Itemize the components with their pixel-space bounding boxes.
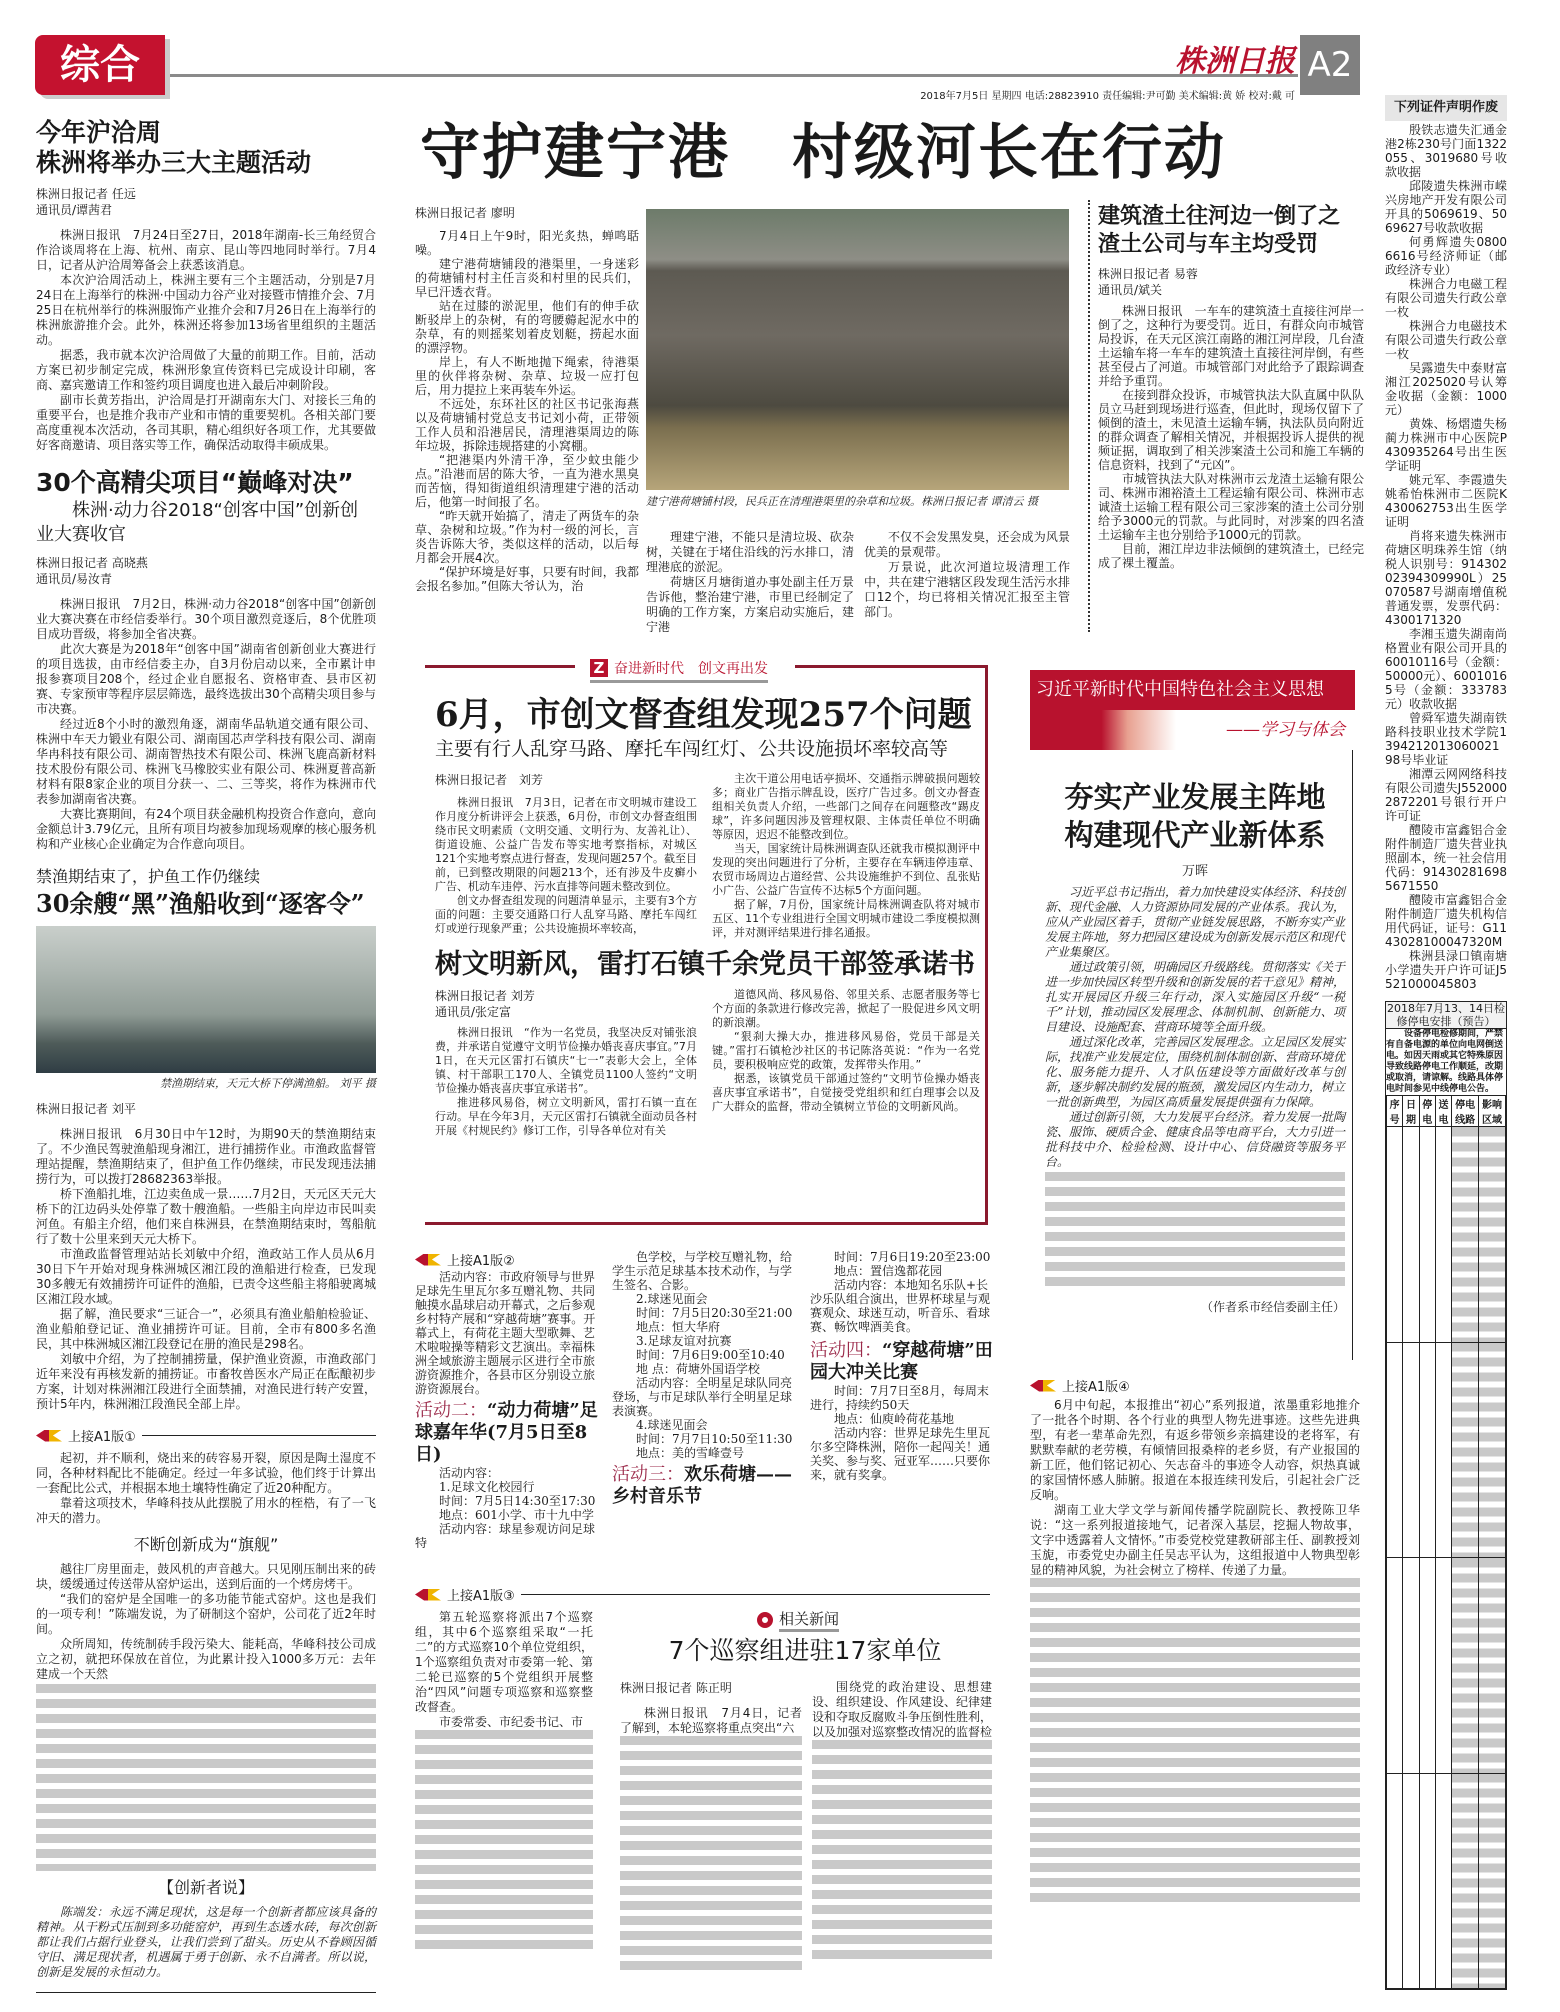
paragraph: 据了解，7月份，国家统计局株洲调查队将对城市五区、11个专业组进行全国文明城市建设二季度模拟测评，并对测评结果进行排名通报。 [712,898,980,939]
detail-line: 地点：置信逸都花园 [834,1264,943,1278]
detail-line: 时间：7月6日9:00至10:40 [636,1348,785,1362]
header-rule [170,74,1298,77]
outage-table-wrap [1386,1095,1506,1989]
frame-top-left [425,665,575,668]
subheadline: 株洲·动力谷2018“创客中国”创新创业大赛收官 [36,500,359,545]
paragraph: 大赛比赛期间，有24个项目获金融机构投资合作意向，意向金额总计3.79亿元，且所有项目均被参加现场观摩的核心服务机构和产业核心企业确定为合作意向项目。 [36,807,376,851]
activity-text: 活动内容：市政府领导与世界足球先生里瓦尔多互赠礼物、共同触摸水晶球启动开幕式，之后参观乡村特产展和“穿越荷塘”赛事。开幕式上，有荷花主题大型歌舞、艺术啦啦操等精彩文艺演出。幸福株洲全域旅游主题展示区进行全市旅游资源推介，各县市区分别设立旅游资源展台。 [415,1270,596,1396]
byline: 株洲日报记者 廖明 [415,206,515,220]
article-industry-system [1045,778,1345,1315]
paragraph: 桥下渔船扎堆，江边卖鱼成一景……7月2日，天元区天元大桥下的江边码头处停靠了数十艘渔船。一些船主向岸边市民叫卖河鱼。有船主介绍，他们来自株洲县，在禁渔期结束时，驾船航行了数十公里来到天元大桥下。 [36,1187,376,1246]
activity-details [415,1466,603,1550]
banner-subtitle: ——学习与体会 [1226,720,1345,740]
paragraph: 众所周知，传统制砖手段污染大、能耗高，华峰科技公司成立之初，就把环保放在首位，为此累计投入1000多万元：去年建成一个天然 [36,1637,376,1681]
detail-line: 地点：仙庾岭荷花基地 [834,1412,955,1426]
detail-line: 时间：7月7日10:50至11:30 [636,1432,793,1446]
article-body [36,1562,376,1682]
detail-line: 活动内容：世界足球先生里瓦尔多空降株洲，陪你一起闯关！通关奖、参与奖、冠亚军……只要你来，就有奖拿。 [810,1426,991,1482]
article-civilization-inspection [435,694,980,762]
detail-line: 时间：7月5日20:30至21:00 [636,1306,793,1320]
activity-two-title [415,1400,603,1466]
photo-fishing-boats [36,926,376,1073]
text-lines [1045,1172,1345,1292]
activity-three-title [612,1464,802,1508]
paragraph: 株洲合力电磁技术有限公司遗失行政公章一枚 [1385,319,1507,361]
col-header: 停电线路 [1452,1096,1479,1127]
byline: 株洲日报记者 陈正明 [620,1681,732,1695]
inspection-col1 [435,772,697,940]
leidashi-columns [435,988,980,1138]
notice-title: 下列证件声明作废 [1385,95,1507,121]
article-body [1098,304,1364,570]
paragraph: 荷塘区月塘街道办事处副主任万景告诉他，整治建宁港，市里已经制定了明确的工作方案，方案启动实施后，建宁港 [646,575,854,634]
paragraph: 何勇辉遗失08006616号经济师证（邮政经济专业） [1385,235,1507,277]
paragraph: 不远处，东环社区的社区书记张海燕以及荷塘铺村党总支书记刘小荷，正带领工作人员和沿港居民，清理港渠周边的陈年垃圾，拆除违规搭建的小窝棚。 [415,397,639,453]
innovator-quote: 陈端发：永远不满足现状，这是每一个创新者都应该具备的精神。从干粉式压制到多功能窑炉，再到生态透水砖，每次创新都让我们占据行业登头，让我们尝到了甜头。历史从不眷顾因循守旧、满足现状者，机遇属于勇于创新、永不自满者。所以说，创新是发展的永恒动力。 [36,1905,376,1979]
detail-line: 活动内容： [439,1466,500,1480]
article-body [36,1127,376,1412]
byline: 株洲日报记者 易蓉 通讯员/斌关 [1098,267,1198,297]
article-body [415,1610,593,1730]
lead-article-col1 [415,205,639,593]
text-lines [620,1736,802,1976]
lead-article-col3 [864,530,1070,620]
continued-label [415,1250,605,1269]
article-innovation-contest [36,467,376,852]
outage-row [1387,1558,1506,1774]
continued-label [36,1426,376,1445]
left-column [36,118,376,1993]
leidashi-col2 [712,988,980,1138]
paragraph: 站在过膝的淤泥里，他们有的伸手砍断驳岸上的杂树，有的弯腰薅起泥水中的杂草，有的则摇桨划着皮划艇，捞起水面的漂浮物。 [415,299,639,355]
paragraph: 道德风尚、移风易俗、邻里关系、志愿者服务等七个方面的条款进行修改完善，掀起了一股促进乡风文明的新浪潮。 [712,988,980,1029]
paragraph: 醴陵市富鑫铝合金附件制造厂遗失营业执照副本，统一社会信用代码：91430281698567155​0 [1385,823,1507,893]
activities-col3 [810,1250,1000,1482]
paragraph: 本次沪洽周活动上，株洲主要有三个主题活动，分别是7月24日在上海举行的株洲·中国动力谷产业对接暨市情推介会、7月25日在杭州举行的株洲服饰产业推介会和7月26日在上海举行的株洲旅游推介会。此外，株洲还将参加13场省里组织的主题活动。 [36,273,376,347]
headline: 6月，市创文督查组发现257个问题 [435,695,972,735]
paragraph: 副市长黄芳指出，沪洽周是打开湖南东大门、对接长三角的重要平台，也是推介我市产业和市情的重要契机。各相关部门要高度重视本次活动，各司其职，精心组织好各项工作，尤其要做好客商邀请、项目落实等工作，确保活动取得丰硕成果。 [36,393,376,452]
paragraph: 主次干道公用电话亭损坏、交通指示牌破损问题较多；商业广告指示牌乱设，医疗广告过多。创文办督查组相关负责人介绍，一些部门之间存在问题整改“踢皮球”，许多问题因涉及管理权限、主体责任单位不明确等原因，迟迟不能整改到位。 [712,772,980,841]
paragraph: 通过创新引领，大力发展平台经济。着力发展一批陶瓷、服饰、硬质合金、健康食品等电商平台，大力引进一批科技中介、检验检测、设计中心、信贷融资等服务平台。 [1045,1110,1346,1169]
byline: 株洲日报记者 刘芳 [435,773,544,787]
paragraph: 殷铁志遗失汇通金港2栋230号门面1322055、3019680号收款收据 [1385,123,1507,179]
col-header: 序号 [1387,1096,1403,1127]
article-body [36,1451,376,1526]
paragraph: 湘潭云网网络科技有限公司遗失J5520002872201号银行开户许可证 [1385,767,1507,823]
paragraph: 李湘玉遗失湖南尚格置业有限公司开具的60010116号（金额：50000元）、60010165号（金额：333783元）收款收据 [1385,627,1507,711]
author: 万晖 [1181,864,1208,879]
civilization-section-flow [435,694,980,1138]
text-lines [415,1730,593,1950]
activity-number: 活动四： [810,1340,882,1361]
paragraph: “保护环境是好事，只要有时间，我都会报名参加。”但陈大爷认为，治 [415,565,639,593]
headline: 夯实产业发展主阵地 构建现代产业新体系 [1064,780,1326,852]
paragraph: 目前，湘江岸边非法倾倒的建筑渣土，已经完成了裸土覆盖。 [1098,542,1364,570]
paragraph: 起初，并不顺利，烧出来的砖容易开裂，原因是陶土湿度不同，各种材料配比不能确定。经过一年多试验，他们终于计算出一套配比公式，并根据本地土壤特性确定了近20种配方。 [36,1451,376,1495]
paragraph: 株洲日报讯 “作为一名党员，我坚决反对铺张浪费，并承诺自觉遵守文明节俭操办婚丧喜庆事宜。”7月1日，在天元区雷打石镇庆“七一”表彰大会上，全体镇、村干部职工170人、全镇党员1100人签约“文明节俭操办婚丧喜庆事宜承诺书”。 [435,1026,697,1095]
article-hu-qia-week [36,118,376,453]
col-header: 影响区域 [1479,1096,1506,1127]
paragraph: 刘敏中介绍，为了控制捕捞量，保护渔业资源，市渔政部门近年来没有再核发新的捕捞证。市畜牧兽医水产局正在酝酿初步方案，计划对株洲湘江段进行全面禁捕，对渔民进行转产安置，预计5年内，株洲湘江段渔民全部上岸。 [36,1352,376,1411]
paragraph: “昨天就开始搞了，清走了两货车的杂草、杂树和垃圾。”作为村一级的河长，言炎告诉陈大爷，类似这样的活动，以后每月都会开展4次。 [415,509,639,565]
paragraph: 据了解，渔民要求“三证合一”，必须具有渔业船舶检验证、渔业船舶登记证、渔业捕捞许可证。目前，全市有800多名渔民，其中株洲城区湘江段登记在册的渔民是298名。 [36,1307,376,1351]
banner-title: 习近平新时代中国特色社会主义思想 [1036,679,1324,700]
outage-title: 2018年7月13、14日检修停电安排（预告） [1387,1002,1505,1028]
detail-line: 3.足球友谊对抗赛 [636,1334,732,1348]
text-lines [812,1740,992,1965]
activity-number: 活动三： [612,1464,684,1485]
paragraph: 6月中旬起，本报推出“初心”系列报道，浓墨重彩地推介了一批各个时期、各个行业的典型人物先进事迹。这些先进典型，有老一辈革命先烈，有返乡带领乡亲搞建设的老将军，有默默奉献的老劳模，有倾情回报桑梓的老乡贤，有产业报国的新工匠，他们铭记初心、矢志奋斗的事迹令人动容，炽热真诚的家国情怀感人肺腑。报道在本报连续刊发后，引起社会广泛反响。 [1030,1398,1360,1502]
paragraph: 不仅不会发黑发臭，还会成为风景优美的景观带。 [864,530,1070,559]
paragraph: 株洲日报讯 7月3日，记者在市文明城市建设工作月度分析讲评会上获悉，6月份，市创文办督查组围绕市民文明素质（文明交通、文明行为、友善礼让）、街道设施、公益广告发布等实地考察指标，对城区121个实地考察点进行督查，发现问题257个。截至目前，已到整改期限的问题213个，还有涉及牛皮癣小广告、机动车违停、污水直排等问题未整改到位。 [435,796,697,893]
paragraph: 习近平总书记指出，着力加快建设实体经济、科技创新、现代金融、人力资源协同发展的产业体系。我认为，应从产业园区着手，贯彻产业链发展思路，不断夯实产业发展主阵地，努力把园区建设成为创新发展示范区和现代产业集聚区。 [1045,885,1346,959]
continued-arrow-icon [36,1430,62,1442]
detail-line: 地点：美的雪峰壹号 [636,1446,745,1460]
photo-caption: 建宁港荷塘铺村段，民兵正在清理港渠里的杂草和垃圾。株洲日报记者 谭清云 摄 [646,495,1038,508]
patrol-col1 [415,1610,593,1950]
paragraph: 株洲日报讯 6月30日中午12时，为期90天的禁渔期结束了。不少渔民驾驶渔船现身湘江，进行捕捞作业。市渔政监督管理站提醒，禁渔期结束了，但护鱼工作仍继续，市民发现违法捕捞行为，可以拨打28682363举报。 [36,1127,376,1186]
article-fishing-ban-body [36,1101,376,1412]
paragraph: 黄姝、杨熠遗失杨蔺力株洲市中心医院P430935264号出生医学证明 [1385,417,1507,473]
paragraph: 市委常委、市纪委书记、市 [439,1715,584,1729]
paragraph: 湖南工业大学文学与新闻传播学院副院长、教授陈卫华说：“这一系列报道接地气，记者深入基层，挖掘人物故事，文字中透露着人文情怀。”市委党校党建教研部主任、副教授刘玉旎，市委党史办副主任吴志平认为，这组报道中人物典型彰显的精神风貌，为社会树立了榜样、传递了力量。 [1030,1503,1360,1577]
inspection-columns [435,772,980,940]
detail-line: 地 点：荷塘外国语学校 [636,1362,760,1376]
text-lines [36,1684,376,1871]
article-body [435,796,697,936]
photo-caption: 禁渔期结束，天元大桥下停满渔船。 刘平 摄 [160,1077,376,1090]
col-header: 送电 [1435,1096,1451,1127]
detail-line: 色学校，与学校互赠礼物，给学生示范足球基本技术动作，与学生签名、合影。 [612,1250,793,1292]
detail-line: 活动内容：全明星足球队同亮登场，与市足球队举行全明星足球表演赛。 [612,1376,793,1418]
byline: 株洲日报记者 刘芳 通讯员/张定富 [435,989,535,1019]
detail-line: 时间：7月5日14:30至17:30 [439,1494,596,1508]
activity-number: 活动二： [415,1400,487,1421]
lead-article-col2 [646,530,854,635]
paragraph: 吴露遗失中泰财富湘江2025020号认筹金收据（金额：1000元） [1385,361,1507,417]
sidebar [1385,95,1507,1990]
related-news-label [757,1608,839,1632]
article-body [36,597,376,852]
article-body [415,229,639,593]
paragraph: 醴陵市富鑫铝合金附件制造厂遗失机构信用代码证，证号：G1143028100047320M [1385,893,1507,949]
divider [521,1594,990,1595]
article-body [435,1026,697,1138]
headline: 建筑渣土往河边一倒了之 渣土公司与车主均受罚 [1098,203,1341,257]
headline-leidashi: 树文明新风，雷打石镇千余党员干部签承诺书 [435,949,975,980]
paragraph: “狠刹大操大办，推进移风易俗，党员干部是关键。”雷打石镇枪沙社区的书记陈洛英说：“作为一名党员，要积极响应党的政策，发挥带头作用。” [712,1030,980,1071]
byline: 株洲日报记者 任远 通讯员/谭茜君 [36,187,136,217]
text-lines [1030,1578,1360,1908]
paragraph: 7月4日上午9时，阳光炙热，蝉鸣聒噪。 [415,229,639,257]
paragraph: 株洲日报讯 7月24日至27日，2018年湖南-长三角经贸合作洽谈周将在上海、杭州、南京、昆山等四地同时举行。7月4日，记者从沪洽周筹备会上获悉该消息。 [36,228,376,272]
paragraph: 肖将来遗失株洲市荷塘区明珠养生馆（纳税人识别号：91430202394309990L）25070587号湖南增值税普通发票，发票代码：4300171320 [1385,529,1507,627]
article-body [36,228,376,453]
lead-headline: 守护建宁港 村级河长在行动 [420,118,1226,188]
continued-label [1030,1376,1360,1395]
headline: 今年沪洽周 株洲将举办三大主题活动 [36,118,312,177]
related-news-text: 相关新闻 [779,1608,839,1632]
paragraph: 围绕党的政治建设、思想建设、组织建设、作风建设、纪律建设和夺取反腐败斗争压倒性胜利，以及加强对巡察整改情况的监督检 [812,1680,993,1739]
paragraph: 推进移风易俗，树立文明新风，雷打石镇一直在行动。早在今年3月，天元区雷打石镇就全面动员各村开展《村规民约》修订工作，引导各单位对有关 [435,1096,697,1137]
patrol-headline: 7个巡察组进驻17家单位 [668,1636,942,1665]
paragraph: 邱陵遗失株洲市嵘兴房地产开发有限公司开具的5069619、5069627号收款收据 [1385,179,1507,235]
detail-line: 时间：7月6日19:20至23:00 [834,1250,991,1264]
divider [36,1992,376,1993]
outage-intro: 设备停电检修期间，严禁有自备电源的单位向电网倒送电。如因天雨或其它特殊原因导致线路停电工作顺延，改期或取消，请谅解。线路具体停电时间参见中线停电公告。 [1386,1029,1504,1094]
continued-text: 上接A1版③ [447,1589,515,1604]
paragraph: 岸上，有人不断地抛下绳索，待港渠里的伙伴将杂树、杂草、垃圾一应打包后，用力提拉上来再装车外运。 [415,355,639,397]
outage-row [1387,1773,1506,1989]
outage-row [1387,1127,1506,1343]
paragraph: 建宁港荷塘铺段的港渠里，一身迷彩的荷塘铺村村主任言炎和村里的民兵们，早已汗透衣背。 [415,257,639,299]
detail-line: 活动内容：球星参观访问足球特 [415,1522,596,1550]
detail-line: 活动内容：本地知名乐队+长沙乐队组合演出，世界杯球星与观赛观众、球迷互动，听音乐、看球赛、畅饮啤酒美食。 [810,1278,991,1334]
article-body [1030,1398,1360,1578]
paragraph: 株洲日报讯 一车车的建筑渣土直接往河岸一倒了之，这种行为要受罚。近日，有群众向市城管局投诉，在天元区滨江南路的湘江河岸段，几台渣土运输车将一车车的建筑渣土直接往河岸倒，有些甚至侵占了河道。市城管部门对此给予了跟踪调查并给予重罚。 [1098,304,1364,388]
banner-text: 奋进新时代 创文再出发 [614,661,768,677]
detail-line: 2.球迷见面会 [636,1292,708,1306]
article-body [812,1680,992,1740]
paragraph: 理建宁港，不能只是清垃圾、砍杂树，关键在于堵住沿线的污水排口，清理港底的淤泥。 [646,530,854,574]
section-banner [590,658,768,683]
frame-top-right [795,665,988,668]
divider [142,1435,376,1436]
paragraph: 创文办督查组发现的问题清单显示，主要有3个方面的问题：主要交通路口行人乱穿马路、摩托车闯红灯或逆行现象严重；公共设施损坏率较高， [435,894,697,935]
paragraph: 此次大赛是为2018年“创客中国”湖南省创新创业大赛进行的项目选拔，由市经信委主办，自3月份启动以来，全市累计申报参赛项目208个，经过企业自愿报名、资格审查、县市区初赛、专家预审等程序层层筛选，最终选拔出30个高精尖项目参与市决赛。 [36,642,376,716]
dateline: 2018年7月5日 星期四 电话:28823910 责任编辑:尹可勤 美术编辑:黄 娇 校对:戴 可 [920,91,1295,102]
continued-arrow-icon [415,1589,441,1601]
outage-table [1386,1095,1506,1989]
detail-line: 4.球迷见面会 [636,1418,708,1432]
outage-row [1387,1342,1506,1558]
continued-arrow-icon [415,1254,441,1266]
activity-four-title [810,1340,1000,1384]
continued-text: 上接A1版② [447,1254,515,1269]
paragraph: “我们的窑炉是全国唯一的多功能节能式窑炉。这也是我们的一项专利！”陈端发说，为了研制这个窑炉，公司花了近2年时间。 [36,1592,376,1636]
paragraph: 株洲日报讯 7月4日，记者了解到，本轮巡察将重点突出“六 [620,1706,802,1735]
inspection-col2 [712,772,980,940]
paragraph: 通过深化改革，完善园区发展理念。立足园区发展实际，找准产业发展定位，围绕机制体制创新、营商环境优化、服务能力提升、人才队伍建设等方面做好改革与创新，逐步解决制约发展的瓶颈，激发园区内生动力，树立一批创新典型，为园区高质量发展提供强有力保障。 [1045,1035,1346,1109]
detail-line: 地点：恒大华府 [636,1320,721,1334]
subheadline: 主要有行人乱穿马路、摩托车闯红灯、公共设施损坏率较高等 [435,738,949,760]
kicker: 禁渔期结束了，护鱼工作仍继续 [36,867,261,886]
activities-col2 [612,1250,802,1508]
paragraph: 市渔政监督管理站站长刘敏中介绍，渔政站工作人员从6月30日下午开始对现身株洲城区湘江段的渔船进行检查，已发现30多艘无有效捕捞许可证件的渔船，已责令这些船主将船驶离城区湘江段水域。 [36,1247,376,1306]
continued-label [415,1585,990,1604]
continued-text: 上接A1版④ [1062,1380,1130,1395]
dotted-divider [1088,200,1090,632]
col-header: 日期 [1403,1096,1419,1127]
paragraph: 株洲县渌口镇南塘小学遗失开户许可证J5521000045803 [1385,949,1507,991]
power-outage-schedule [1385,1001,1507,1990]
photo-river-cleanup [646,209,1069,490]
paragraph: 万景说，此次河道垃圾清理工作中，共在建宁港辖区段发现生活污水排口12个，均已将相关情况汇报至主管部门。 [864,560,1070,619]
paragraph: 第五轮巡察将派出7个巡察组，其中6个巡察组采取“一托二”的方式巡察10个单位党组织，1个巡察组负责对市委第一轮、第二轮已巡察的5个党组织开展整治“四风”问题专项巡察和巡察整改督查。 [415,1610,593,1714]
circle-icon [757,1612,773,1628]
activities-col1 [415,1270,603,1550]
quote-title: 【创新者说】 [157,1878,254,1897]
newspaper-logo: 株洲日报 [1175,44,1295,79]
article-body [1045,885,1345,1170]
column-divider [1352,750,1353,1360]
author-note: （作者系市经信委副主任） [1200,1300,1345,1314]
byline: 株洲日报记者 高晓燕 通讯员/易汝青 [36,556,148,586]
detail-line: 时间：7月7日至8月，每周末进行，持续约50天 [810,1384,989,1412]
z-logo-icon: Z [590,659,608,677]
paragraph: 经过近8个小时的激烈角逐，湖南华品轨道交通有限公司、株洲中车天力锻业有限公司、湖南国芯声学科技有限公司、湖南华冉科技有限公司、湖南智热技术有限公司、株洲飞鹿高新材料技术股份有限公司、株洲飞马橡胶实业有限公司、株洲夏普高新材料有限8家企业的项目分获一、二、三等奖，将作为株洲市代表参加湖南省决赛。 [36,717,376,806]
detail-line: 地点：601小学、市十九中学 [439,1508,594,1522]
headline: 30余艘“黑”渔船收到“逐客令” [36,889,365,918]
page-number: A2 [1300,35,1360,95]
headline: 30个高精尖项目“巅峰对决” [36,468,354,497]
paragraph: 在接到群众投诉，市城管执法大队直属中队队员立马赶到现场进行巡查，但此时，现场仅留下了倾倒的渣土，未见渣土运输车辆，执法队员向附近的群众调查了解相关情况，并根据投诉人提供的视频证据，调取到了相关涉案渣土公司和施工车辆的信息资料，找到了“元凶”。 [1098,388,1364,472]
article-body [620,1706,802,1736]
activity-details [810,1250,1000,1334]
article-fishing-ban [36,866,376,920]
patrol-col3 [812,1680,992,1965]
continued-arrow-icon [1030,1380,1056,1392]
article-chuxin [1030,1398,1360,1908]
paragraph: “把港渠内外清干净，至少蚊虫能少点。”沿港而居的陈大爷，一直为港水黑臭而苦恼，得知街道组织清理建宁港的活动后，他第一时间报了名。 [415,453,639,509]
paragraph: 越往厂房里面走，鼓风机的声音越大。只见刚压制出来的砖块，缓缓通过传送带从窑炉运出，送到后面的一个烤房烤干。 [36,1562,376,1591]
activity-details [612,1250,802,1460]
activity-details [810,1384,1000,1482]
theory-banner [1030,670,1355,750]
section-badge: 综合 [35,35,165,95]
paragraph: 曾舜军遗失湖南铁路科技职业技术学院139421201306002198号毕业证 [1385,711,1507,767]
lost-documents-notice [1385,95,1507,991]
activity-name: “穿越荷塘”田园大冲关比赛 [810,1340,993,1383]
byline: 株洲日报记者 刘平 [36,1102,136,1116]
paragraph: 据悉，该镇党员干部通过签约“文明节俭操办婚丧喜庆事宜承诺书”，自觉接受党组织和红白理事会以及广大群众的监督，带动全镇树立节俭的文明新风尚。 [712,1072,980,1113]
leidashi-col1 [435,988,697,1138]
article-construction-waste [1098,202,1364,570]
col-header: 停电 [1419,1096,1435,1127]
subheadline: 不断创新成为“旗舰” [133,1535,279,1554]
paragraph: 市城管执法大队对株洲市云龙渣土运输有限公司、株洲市湘裕渣土工程运输有限公司、株洲市志诚渣土运输工程有限公司三家涉案的渣土公司分别给予3000元的罚款。与此同时，对涉案的四名渣土运输车主也分别给予1000元的罚款。 [1098,472,1364,542]
paragraph: 当天，国家统计局株洲调查队还就我市模拟测评中发现的突出问题进行了分析，主要存在车辆违停违章、农贸市场周边占道经营、公共设施维护不到位、乱张贴小广告、公益广告宣传不达标5个方面问题。 [712,842,980,897]
detail-line: 1.足球文化校园行 [439,1480,535,1494]
activity-name: 欢乐荷塘——乡村音乐节 [612,1464,792,1507]
paragraph: 株洲合力电磁工程有限公司遗失行政公章一枚 [1385,277,1507,319]
paragraph: 靠着这项技术，华峰科技从此摆脱了用水的桎梏，有了一飞冲天的潜力。 [36,1496,376,1525]
notice-list [1385,123,1507,991]
paragraph: 姚元军、李霞遗失姚希怡株洲市二医院K430062753出生医学证明 [1385,473,1507,529]
outage-header-row [1387,1096,1506,1127]
paragraph: 据悉，我市就本次沪洽周做了大量的前期工作。目前，活动方案已初步制定完成，株洲形象宣传资料已完成设计印刷，客商、嘉宾邀请工作和签约项目调度也进入最后冲刺阶段。 [36,348,376,392]
paragraph: 通过政策引领，明确园区升级路线。贯彻落实《关于进一步加快园区转型升级和创新发展的若干意见》精神，扎实开展园区升级三年行动，深入实施园区升级“一税千”计划，推动园区发展理念、体制机制、创新能力、项目建设、设施配套、营商环境等全面升级。 [1045,960,1346,1034]
patrol-col2 [620,1680,802,1976]
paragraph: 株洲日报讯 7月2日，株洲·动力谷2018“创客中国”创新创业大赛决赛在市经信委举行。30个项目激烈竞逐后，8个优胜项目成功晋级，将参加全省决赛。 [36,597,376,641]
continued-text: 上接A1版① [68,1430,136,1445]
activity-name: “动力荷塘”足球嘉年华(7月5日至8日) [415,1400,598,1465]
